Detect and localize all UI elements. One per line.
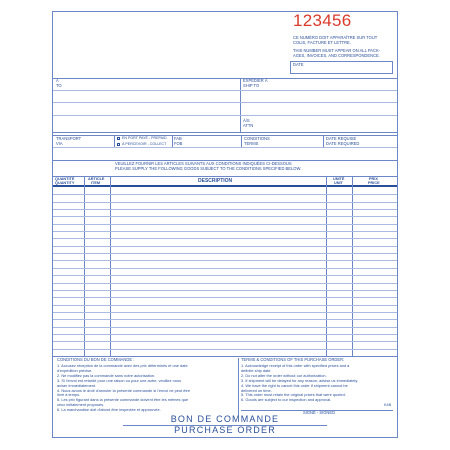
title-fr: BON DE COMMANDE [170, 414, 280, 424]
date-required-label-fr: DATE REQUISE [326, 136, 357, 141]
terms-field[interactable] [243, 148, 322, 159]
table-row-line [53, 268, 397, 269]
conditions-label-fr: CONDITIONS [244, 136, 270, 141]
to-label-en: TO [56, 82, 62, 88]
table-row-line [53, 246, 397, 247]
number-notice-fr-2: COLIS, FACTURE ET LETTRE. [293, 39, 351, 45]
table-row-line [53, 209, 397, 210]
number-notice-fr-1: CE NUMÉRO DOIT APPARAÎTRE SUR TOUT [293, 35, 378, 40]
title-en: PURCHASE ORDER [174, 424, 276, 435]
table-row-line [53, 253, 397, 254]
shipping-block [53, 135, 397, 160]
table-row-line [53, 224, 397, 225]
to-label-fr: À [56, 78, 59, 83]
fob-field[interactable] [174, 148, 240, 159]
condition-en-item: 3. If shipment will be delayed for any reason, advise us immediately. [241, 377, 359, 383]
table-row-line [53, 297, 397, 298]
attn-label-fr: À/S [243, 118, 250, 123]
table-row-line [53, 319, 397, 320]
number-notice-en-1: THIS NUMBER MUST APPEAR ON ALL PACK- [293, 48, 381, 53]
form-number: 123456 [293, 11, 352, 30]
fob-label: FOB [174, 140, 183, 146]
fab-label: FAB [174, 136, 182, 141]
table-row-line [53, 305, 397, 306]
conditions-block [53, 358, 397, 418]
table-row-line [53, 238, 397, 239]
conditions-en-heading: TERMS & CONDITIONS OF THIS PURCHASE ORDER: [241, 357, 345, 362]
col-quantity-fr: QUANTITÉ [55, 177, 75, 181]
table-row-line [53, 327, 397, 328]
ship-to-label-en: SHIP TO [243, 82, 260, 88]
col-quantity-en: QUANTITY [55, 180, 75, 185]
condition-en-item: 6. Goods are subject to our inspection and approval. [241, 397, 332, 403]
items-table [53, 176, 397, 357]
condition-fr-item: 4. Nous avons le droit d'annuler la présente commande si l'envoi ne peut être [57, 387, 190, 393]
table-row-line [53, 231, 397, 232]
condition-en-item: 2. Do not alter the order without our authorization. [241, 372, 327, 378]
attn-field[interactable] [258, 118, 395, 130]
date-required-field[interactable] [325, 148, 396, 159]
table-row-line [53, 349, 397, 350]
table-row-line [53, 334, 397, 335]
col-unit-fr: UNITÉ [333, 177, 345, 181]
condition-fr-item: 2. Ne modifiez pas la commande sans notre autorisation. [57, 372, 156, 378]
date-label: DATE [293, 61, 304, 67]
date-field[interactable] [290, 61, 393, 74]
col-price-en: PRICE [368, 180, 380, 185]
ship-to-label-fr: EXPÉDIER À [243, 78, 268, 83]
ship-to-address-field[interactable] [268, 80, 395, 116]
signature-field[interactable] [241, 402, 393, 410]
table-row-line [53, 341, 397, 342]
collect-checkbox[interactable] [117, 143, 120, 146]
transport-field[interactable] [55, 148, 114, 159]
conditions-fr-heading: CONDITIONS DU BON DE COMMANDE : [57, 357, 135, 362]
table-row-line [53, 275, 397, 276]
collect-label: À PERCEVOIR - COLLECT [122, 141, 167, 146]
condition-fr-item: d'expédition précise. [57, 367, 93, 373]
terms-label-en: TERMS [244, 140, 259, 146]
number-notice-en-2: AGES, INVOICES, AND CORRESPONDENCE. [293, 52, 380, 58]
attn-label-en: ATTN [243, 122, 254, 128]
table-row-line [53, 290, 397, 291]
to-address-field[interactable] [63, 80, 238, 130]
condition-en-item: 1. Acknowledge receipt of this order with specified prices and a [241, 363, 350, 368]
supply-note-fr: VEUILLEZ FOURNIR LES ARTICLES SUIVANTS AUX CONDITIONS INDIQUÉES CI-DESSOUS [115, 161, 292, 166]
col-item-fr: ARTICLE [88, 177, 105, 181]
col-price-fr: PRIX [369, 177, 378, 181]
condition-fr-item: 1. Accusez réception de la commande avec des prix déterminés et une date [57, 363, 188, 368]
condition-fr-item: 6. La marchandise doit d'abord être inspectée et approuvée. [57, 407, 161, 413]
condition-fr-item: 3. Si l'envoi est retardé pour une raison ou pour une autre, veuillez nous [57, 377, 182, 383]
date-required-label-en: DATE REQUIRED [326, 140, 360, 146]
form-code: K4B [384, 403, 392, 407]
condition-en-item: 4. We have the right to cancel this order if shipment cannot be [241, 382, 348, 388]
table-row-line [53, 312, 397, 313]
transport-label-en: VIA [56, 140, 63, 146]
condition-en-item: delivered on time. [241, 387, 272, 393]
supply-note-en: PLEASE SUPPLY THE FOLLOWING GOODS SUBJECT TO THE CONDITIONS SPECIFIED BELOW. [115, 165, 302, 171]
address-block [53, 78, 397, 132]
table-row-line [53, 202, 397, 203]
condition-en-item: 5. This order must retain the original prices that were quoted. [241, 392, 346, 398]
prepaid-checkbox[interactable] [117, 137, 120, 140]
table-row-line [53, 194, 397, 195]
condition-fr-item: ceux initialement proposés. [57, 402, 105, 408]
purchase-order-form [52, 11, 398, 438]
col-description: DESCRIPTION [198, 178, 233, 184]
col-item-en: ITEM [91, 180, 101, 185]
table-row-line [53, 260, 397, 261]
transport-label-fr: TRANSPORT [56, 136, 82, 141]
condition-en-item: definite ship date. [241, 367, 272, 373]
table-row-line [53, 216, 397, 217]
condition-fr-item: 5. Les prix figurant dans la présente commande doivent être les mêmes que [57, 397, 189, 403]
signature-label: SIGNÉ - SIGNED [303, 410, 336, 415]
condition-fr-item: livré à temps. [57, 392, 81, 398]
condition-fr-item: aviser immédiatement. [57, 382, 97, 388]
table-rows[interactable] [53, 187, 397, 356]
prepaid-label: EN PORT PAYÉ - PREPAID [122, 136, 167, 140]
table-row-line [53, 283, 397, 284]
col-unit-en: UNIT [334, 180, 343, 185]
